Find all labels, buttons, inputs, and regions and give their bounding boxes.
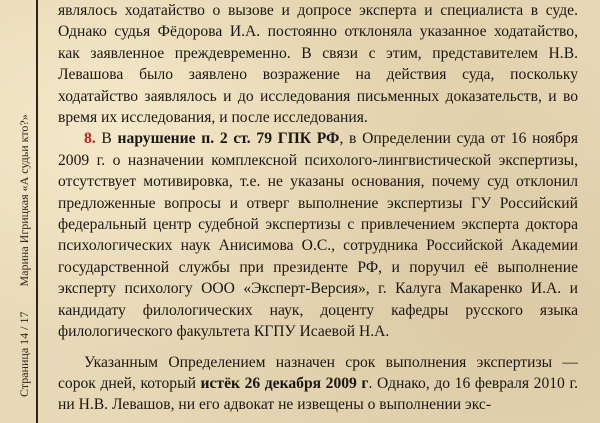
author-title: Марина Игрицкая «А судьи кто?» bbox=[17, 114, 31, 287]
item-number: 8. bbox=[84, 130, 96, 148]
violation-reference: нарушение п. 2 ст. 79 ГПК РФ bbox=[117, 130, 340, 148]
margin-rule bbox=[36, 0, 38, 423]
paragraph-text: . Однако, до 16 февраля 2010 г. ни Н.В. Левашов, ни его адвокат не извещены о выполнении экс- bbox=[58, 374, 578, 414]
paragraph-8 bbox=[58, 128, 578, 342]
paragraph-text: Указанным Определением назначен срок выполнения экспертизы — сорок дней, который bbox=[58, 353, 578, 392]
paragraph-continuation: являлось ходатайство о вызове и допросе эксперта и специалиста в суде. Однако судья Фёдорова И.А. постоянно отклоняла указанное ходатайство, как заявленное преждевременно. В связи с этим, представителем Н.В. Левашова было заявлено возражение на действия суда, поскольку ходатайство заявлялось и до исследования письменных доказательств, и во время их исследования, и после исследования. bbox=[58, 2, 578, 127]
paragraph-text: , в Определении суда от 16 ноября 2009 г. о назначении комплексной психолого-лингвистической экспертизы, отсутствует мотивировка, т.е. не указаны основания, почему суд отклонил предложенные вопросы и отверг выполнение экспертизы ГУ Российский федеральный центр судебной экспертизы с привлечением эксперта доктора психологических наук Анисимова О.С., сотрудника Российской Академии государственной службы при президенте РФ, и поручил её выполнение эксперту психологу ООО «Эксперт-Версия», г. Калуга Макаренко И.А. и кандидату филологических наук, доценту кафедры русского языка филологического факультета КГПУ Исаевой Н.А. bbox=[58, 130, 578, 341]
deadline-date: истёк 26 декабря 2009 г bbox=[200, 374, 369, 392]
paragraph-deadline bbox=[58, 352, 578, 416]
margin-caption bbox=[17, 4, 32, 397]
document-body bbox=[58, 0, 578, 416]
paragraph-text: В bbox=[95, 130, 118, 148]
page-number: Страница 14 / 17 bbox=[17, 311, 31, 397]
side-margin bbox=[2, 0, 32, 423]
